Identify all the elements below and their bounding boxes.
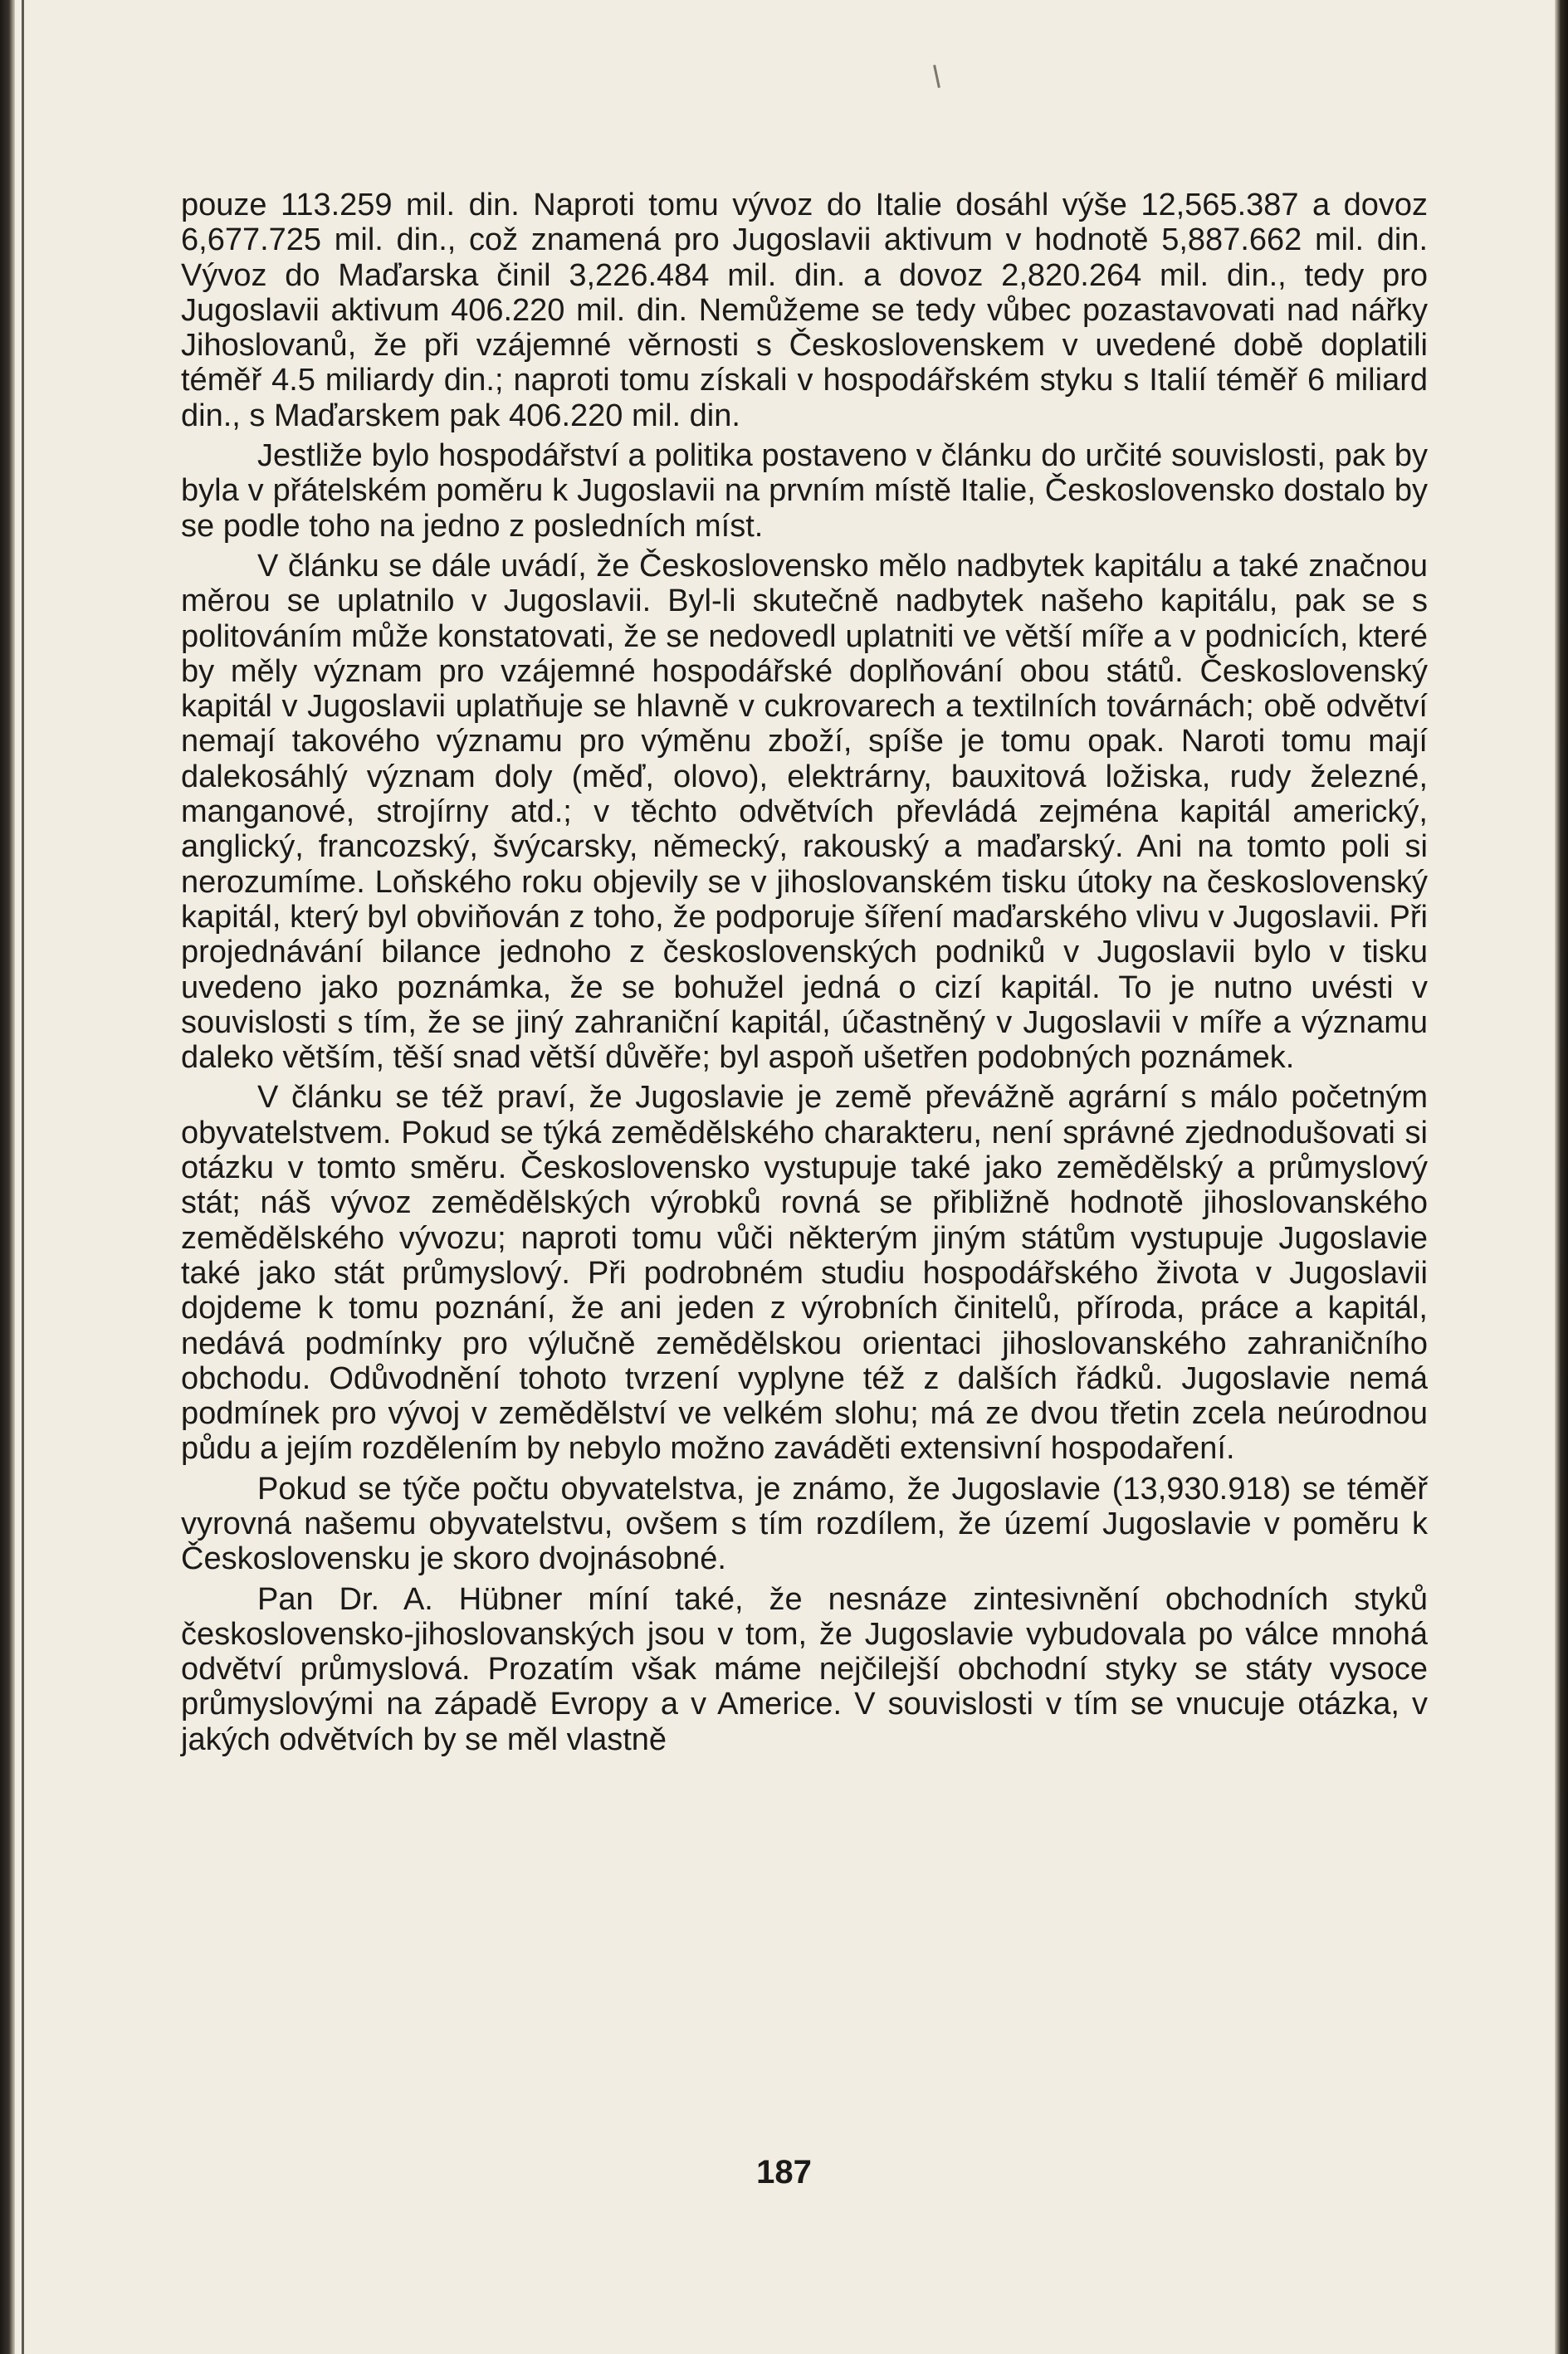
paragraph: Pokud se týče počtu obyvatelstva, je známo, že Jugoslavie (13,930.918) se téměř vyrovná našemu obyvatelstvu, ovšem s tím rozdílem, že území Jugoslavie v poměru k Československu je skoro dvojnásobné. (181, 1471, 1428, 1577)
page-number: 187 (756, 2154, 812, 2190)
paragraph: Pan Dr. A. Hübner míní také, že nesnáze zintesivnění obchodních styků československo-jihoslovanských jsou v tom, že Jugoslavie vybudovala po válce mnohá odvětví průmyslová. Prozatím však máme nejčilejší obchodní styky se státy vysoce průmyslovými na západě Evropy a v Americe. V souvislosti v tím se vnucuje otázka, v jakých odvětvích by se měl vlastně (181, 1581, 1428, 1757)
paragraph: Jestliže bylo hospodářství a politika postaveno v článku do určité souvislosti, pak by byla v přátelském poměru k Jugoslavii na prvním místě Italie, Československo dostalo by se podle toho na jedno z posledních míst. (181, 438, 1428, 544)
page-left-gutter-line (22, 0, 24, 2354)
page-left-edge-shadow (0, 0, 15, 2354)
paragraph: V článku se též praví, že Jugoslavie je země převážně agrární s málo početným obyvatelstvem. Pokud se týká zemědělského charakteru, není správné zjednodušovati si otázku v tomto směru. Československo vystupuje také jako zemědělský a průmyslový stát; náš vývoz zemědělských výrobků rovná se přibližně hodnotě jihoslovanského zemědělského vývozu; naproti tomu vůči některým jiným státům vystupuje Jugoslavie také jako stát průmyslový. Při podrobném studiu hospodářského života v Jugoslavii dojdeme k tomu poznání, že ani jeden z výrobních činitelů, příroda, práce a kapitál, nedává podmínky pro výlučně zemědělskou orientaci jihoslovanského zahraničního obchodu. Odůvodnění tohoto tvrzení vyplyne též z dalších řádků. Jugoslavie nemá podmínek pro vývoj v zemědělství ve velkém slohu; má ze dvou třetin zcela neúrodnou půdu a jejím rozdělením by nebylo možno zaváděti extensivní hospodaření. (181, 1080, 1428, 1467)
paragraph: pouze 113.259 mil. din. Naproti tomu vývoz do Italie dosáhl výše 12,565.387 a dovoz 6,677.725 mil. din., což znamená pro Jugoslavii aktivum v hodnotě 5,887.662 mil. din. Vývoz do Maďarska činil 3,226.484 mil. din. a dovoz 2,820.264 mil. din., tedy pro Jugoslavii aktivum 406.220 mil. din. Nemůžeme se tedy vůbec pozastavovati nad nářky Jihoslovanů, že při vzájemné věrnosti s Československem v uvedené době doplatili téměř 4.5 miliardy din.; naproti tomu získali v hospodářském styku s Italií téměř 6 miliard din., s Maďarskem pak 406.220 mil. din. (181, 188, 1428, 433)
page-right-edge-shadow (1555, 0, 1568, 2354)
stray-mark (933, 65, 940, 88)
paragraph: V článku se dále uvádí, že Československo mělo nadbytek kapitálu a také značnou měrou se uplatnilo v Jugoslavii. Byl-li skutečně nadbytek našeho kapitálu, pak se s politováním může konstatovati, že se nedovedl uplatniti ve větší míře a v podnicích, které by měly význam pro vzájemné hospodářské doplňování obou států. Československý kapitál v Jugoslavii uplatňuje se hlavně v cukrovarech a textilních továrnách; obě odvětví nemají takového významu pro výměnu zboží, spíše je tomu opak. Naroti tomu mají dalekosáhlý význam doly (měď, olovo), elektrárny, bauxitová ložiska, rudy železné, manganové, strojírny atd.; v těchto odvětvích převládá zejména kapitál americký, anglický, francozský, švýcarsky, německý, rakouský a maďarský. Ani na tomto poli si nerozumíme. Loňského roku objevily se v jihoslovanském tisku útoky na československý kapitál, který byl obviňován z toho, že podporuje šíření maďarského vlivu v Jugoslavii. Při projednávání bilance jednoho z československých podniků v Jugoslavii bylo v tisku uvedeno jako poznámka, že se bohužel jedná o cizí kapitál. To je nutno uvésti v souvislosti s tím, že se jiný zahraniční kapitál, účastněný v Jugoslavii v míře a významu daleko větším, těší snad větší důvěře; byl aspoň ušetřen podobných poznámek. (181, 548, 1428, 1076)
body-text (181, 188, 1428, 1762)
